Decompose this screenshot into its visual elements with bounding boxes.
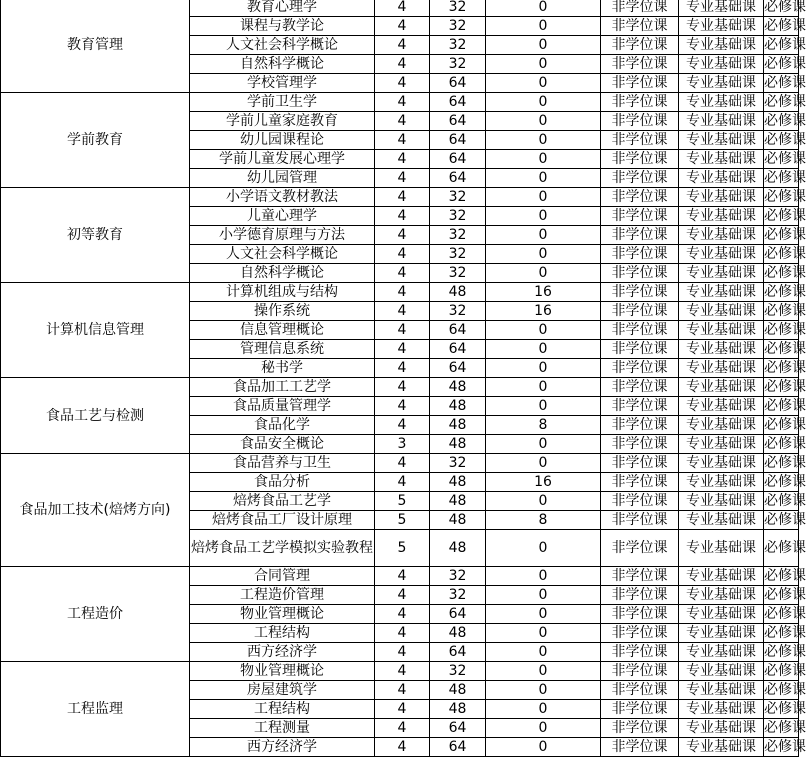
degree-type-cell: 非学位课 (601, 700, 679, 719)
hours-cell: 32 (430, 36, 486, 55)
credits-cell: 4 (375, 112, 430, 131)
hours-cell: 32 (430, 188, 486, 207)
lab-hours-cell: 0 (486, 150, 601, 169)
degree-type-cell: 非学位课 (601, 0, 679, 17)
degree-type-cell: 非学位课 (601, 454, 679, 473)
credits-cell: 4 (375, 302, 430, 321)
requirement-cell: 必修课 (764, 587, 806, 603)
degree-type-cell: 非学位课 (601, 55, 679, 74)
credits-cell: 4 (375, 605, 430, 624)
requirement-cell: 必修课 (764, 512, 806, 528)
requirement-cell: 必修课 (764, 265, 806, 281)
credits-cell: 5 (375, 511, 430, 530)
hours-cell: 64 (430, 150, 486, 169)
hours-cell: 64 (430, 321, 486, 340)
course-name-cell: 小学德育原理与方法 (190, 226, 375, 245)
requirement-cell: 必修课 (764, 113, 806, 129)
course-category-cell: 专业基础课 (679, 245, 764, 264)
lab-hours-cell: 16 (486, 302, 601, 321)
credits-cell: 4 (375, 150, 430, 169)
requirement-cell: 必修课 (764, 644, 806, 660)
lab-hours-cell: 0 (486, 719, 601, 738)
course-category-cell: 专业基础课 (679, 454, 764, 473)
hours-cell: 64 (430, 93, 486, 112)
course-name-cell: 食品质量管理学 (190, 397, 375, 416)
degree-type-cell: 非学位课 (601, 131, 679, 150)
requirement-cell: 必修课 (764, 455, 806, 471)
course-name-cell: 管理信息系统 (190, 340, 375, 359)
hours-cell: 32 (430, 0, 486, 17)
degree-type-cell: 非学位课 (601, 378, 679, 397)
course-name-cell: 焙烤食品工艺学 (190, 492, 375, 511)
requirement-cell: 必修课 (764, 284, 806, 300)
degree-type-cell: 非学位课 (601, 112, 679, 131)
requirement-cell: 必修课 (764, 568, 806, 584)
course-category-cell: 专业基础课 (679, 624, 764, 643)
degree-type-cell: 非学位课 (601, 150, 679, 169)
major-cell: 食品工艺与检测 (1, 378, 190, 454)
course-category-cell: 专业基础课 (679, 511, 764, 530)
lab-hours-cell: 16 (486, 473, 601, 492)
degree-type-cell: 非学位课 (601, 605, 679, 624)
course-name-cell: 西方经济学 (190, 643, 375, 662)
hours-cell: 32 (430, 226, 486, 245)
course-name-cell: 操作系统 (190, 302, 375, 321)
credits-cell: 4 (375, 662, 430, 681)
hours-cell: 32 (430, 567, 486, 586)
requirement-cell: 必修课 (764, 436, 806, 452)
lab-hours-cell: 0 (486, 207, 601, 226)
requirement-cell: 必修课 (764, 303, 806, 319)
course-name-cell: 人文社会科学概论 (190, 245, 375, 264)
requirement-cell: 必修课 (764, 493, 806, 509)
course-category-cell: 专业基础课 (679, 207, 764, 226)
course-name-cell: 小学语文教材教法 (190, 188, 375, 207)
course-category-cell: 专业基础课 (679, 435, 764, 454)
course-name-cell: 房屋建筑学 (190, 681, 375, 700)
course-category-cell: 专业基础课 (679, 340, 764, 359)
lab-hours-cell: 0 (486, 586, 601, 605)
requirement-cell: 必修课 (764, 75, 806, 91)
hours-cell: 48 (430, 511, 486, 530)
requirement-cell: 必修课 (764, 246, 806, 262)
course-table-body (1, 0, 806, 757)
course-name-cell: 幼儿园管理 (190, 169, 375, 188)
course-category-cell: 专业基础课 (679, 397, 764, 416)
degree-type-cell: 非学位课 (601, 169, 679, 188)
requirement-cell: 必修课 (764, 94, 806, 110)
hours-cell: 64 (430, 169, 486, 188)
requirement-cell: 必修课 (764, 341, 806, 357)
course-name-cell: 焙烤食品工厂设计原理 (190, 511, 375, 530)
requirement-cell: 必修课 (764, 0, 799, 17)
lab-hours-cell: 0 (486, 454, 601, 473)
credits-cell: 4 (375, 55, 430, 74)
credits-cell: 4 (375, 188, 430, 207)
lab-hours-cell: 0 (486, 169, 601, 188)
course-category-cell: 专业基础课 (679, 112, 764, 131)
table-row (1, 378, 799, 397)
table-row (1, 567, 799, 586)
course-name-cell: 学校管理学 (190, 74, 375, 93)
hours-cell: 64 (430, 340, 486, 359)
requirement-cell: 必修课 (764, 379, 806, 395)
requirement-cell: 必修课 (764, 37, 806, 53)
course-category-cell: 专业基础课 (679, 283, 764, 302)
major-cell: 食品加工技术(焙烤方向) (1, 454, 190, 567)
course-name-cell: 自然科学概论 (190, 264, 375, 283)
lab-hours-cell: 0 (486, 264, 601, 283)
course-category-cell: 专业基础课 (679, 700, 764, 719)
credits-cell: 4 (375, 586, 430, 605)
course-name-cell: 食品加工工艺学 (190, 378, 375, 397)
hours-cell: 64 (430, 719, 486, 738)
lab-hours-cell: 0 (486, 0, 601, 17)
course-category-cell: 专业基础课 (679, 321, 764, 340)
credits-cell: 4 (375, 340, 430, 359)
requirement-cell: 必修课 (764, 170, 806, 186)
course-category-cell: 专业基础课 (679, 605, 764, 624)
degree-type-cell: 非学位课 (601, 681, 679, 700)
credits-cell: 4 (375, 454, 430, 473)
credits-cell: 5 (375, 492, 430, 511)
requirement-cell: 必修课 (764, 625, 806, 641)
credits-cell: 4 (375, 264, 430, 283)
credits-cell: 4 (375, 416, 430, 435)
hours-cell: 32 (430, 662, 486, 681)
hours-cell: 48 (430, 378, 486, 397)
hours-cell: 48 (430, 624, 486, 643)
degree-type-cell: 非学位课 (601, 264, 679, 283)
course-name-cell: 工程造价管理 (190, 586, 375, 605)
degree-type-cell: 非学位课 (601, 188, 679, 207)
course-category-cell: 专业基础课 (679, 662, 764, 681)
hours-cell: 48 (430, 473, 486, 492)
lab-hours-cell: 16 (486, 283, 601, 302)
course-name-cell: 计算机组成与结构 (190, 283, 375, 302)
credits-cell: 4 (375, 17, 430, 36)
lab-hours-cell: 0 (486, 738, 601, 757)
major-cell: 工程造价 (1, 567, 190, 662)
credits-cell: 4 (375, 567, 430, 586)
credits-cell: 4 (375, 681, 430, 700)
course-category-cell: 专业基础课 (679, 226, 764, 245)
hours-cell: 48 (430, 397, 486, 416)
course-category-cell: 专业基础课 (679, 169, 764, 188)
requirement-cell: 必修课 (764, 151, 806, 167)
credits-cell: 4 (375, 624, 430, 643)
lab-hours-cell: 0 (486, 435, 601, 454)
major-cell: 教育管理 (1, 0, 190, 93)
table-row (1, 454, 799, 473)
hours-cell: 64 (430, 131, 486, 150)
course-name-cell: 工程结构 (190, 624, 375, 643)
hours-cell: 64 (430, 738, 486, 757)
course-name-cell: 食品分析 (190, 473, 375, 492)
degree-type-cell: 非学位课 (601, 719, 679, 738)
credits-cell: 4 (375, 738, 430, 757)
hours-cell: 32 (430, 454, 486, 473)
hours-cell: 64 (430, 112, 486, 131)
requirement-cell: 必修课 (764, 474, 806, 490)
requirement-cell: 必修课 (764, 208, 806, 224)
major-cell: 学前教育 (1, 93, 190, 188)
lab-hours-cell: 0 (486, 530, 601, 567)
table-row (1, 283, 799, 302)
requirement-cell: 必修课 (764, 322, 806, 338)
lab-hours-cell: 0 (486, 74, 601, 93)
lab-hours-cell: 0 (486, 378, 601, 397)
course-name-cell: 工程结构 (190, 700, 375, 719)
hours-cell: 64 (430, 74, 486, 93)
degree-type-cell: 非学位课 (601, 302, 679, 321)
requirement-cell: 必修课 (764, 530, 799, 567)
credits-cell: 4 (375, 226, 430, 245)
course-category-cell: 专业基础课 (679, 378, 764, 397)
requirement-cell: 必修课 (764, 720, 806, 736)
requirement-cell: 必修课 (764, 606, 806, 622)
requirement-cell: 必修课 (764, 227, 806, 243)
course-name-cell: 物业管理概论 (190, 605, 375, 624)
course-category-cell: 专业基础课 (679, 17, 764, 36)
degree-type-cell: 非学位课 (601, 245, 679, 264)
credits-cell: 4 (375, 700, 430, 719)
degree-type-cell: 非学位课 (601, 226, 679, 245)
degree-type-cell: 非学位课 (601, 662, 679, 681)
degree-type-cell: 非学位课 (601, 321, 679, 340)
course-name-cell: 课程与教学论 (190, 17, 375, 36)
degree-type-cell: 非学位课 (601, 435, 679, 454)
credits-cell: 3 (375, 435, 430, 454)
credits-cell: 4 (375, 719, 430, 738)
degree-type-cell: 非学位课 (601, 93, 679, 112)
lab-hours-cell: 0 (486, 245, 601, 264)
lab-hours-cell: 0 (486, 226, 601, 245)
lab-hours-cell: 0 (486, 93, 601, 112)
course-name-cell: 物业管理概论 (190, 662, 375, 681)
requirement-cell: 必修课 (764, 56, 806, 72)
degree-type-cell: 非学位课 (601, 340, 679, 359)
requirement-cell: 必修课 (764, 398, 806, 414)
table-row (1, 662, 799, 681)
lab-hours-cell: 0 (486, 624, 601, 643)
course-category-cell: 专业基础课 (679, 473, 764, 492)
degree-type-cell: 非学位课 (601, 397, 679, 416)
course-name-cell: 信息管理概论 (190, 321, 375, 340)
course-category-cell: 专业基础课 (679, 36, 764, 55)
course-name-cell: 焙烤食品工艺学模拟实验教程 (190, 530, 375, 567)
requirement-cell: 必修课 (764, 360, 806, 376)
requirement-cell: 必修课 (764, 701, 806, 717)
major-cell: 初等教育 (1, 188, 190, 283)
course-category-cell: 专业基础课 (679, 131, 764, 150)
course-name-cell: 食品营养与卫生 (190, 454, 375, 473)
course-name-cell: 秘书学 (190, 359, 375, 378)
course-category-cell: 专业基础课 (679, 681, 764, 700)
course-category-cell: 专业基础课 (679, 264, 764, 283)
credits-cell: 4 (375, 93, 430, 112)
credits-cell: 4 (375, 378, 430, 397)
credits-cell: 4 (375, 643, 430, 662)
course-name-cell: 教育心理学 (190, 0, 375, 17)
course-category-cell: 专业基础课 (679, 643, 764, 662)
credits-cell: 4 (375, 36, 430, 55)
course-category-cell: 专业基础课 (679, 0, 764, 17)
lab-hours-cell: 0 (486, 188, 601, 207)
lab-hours-cell: 0 (486, 55, 601, 74)
degree-type-cell: 非学位课 (601, 738, 679, 757)
major-cell: 计算机信息管理 (1, 283, 190, 378)
hours-cell: 32 (430, 207, 486, 226)
course-category-cell: 专业基础课 (679, 416, 764, 435)
hours-cell: 48 (430, 700, 486, 719)
lab-hours-cell: 0 (486, 36, 601, 55)
course-name-cell: 学前儿童家庭教育 (190, 112, 375, 131)
credits-cell: 5 (375, 530, 430, 567)
course-name-cell: 食品安全概论 (190, 435, 375, 454)
course-name-cell: 西方经济学 (190, 738, 375, 757)
degree-type-cell: 非学位课 (601, 17, 679, 36)
hours-cell: 32 (430, 264, 486, 283)
lab-hours-cell: 0 (486, 643, 601, 662)
hours-cell: 32 (430, 17, 486, 36)
lab-hours-cell: 0 (486, 700, 601, 719)
lab-hours-cell: 0 (486, 112, 601, 131)
table-row (1, 93, 799, 112)
lab-hours-cell: 0 (486, 359, 601, 378)
course-name-cell: 食品化学 (190, 416, 375, 435)
lab-hours-cell: 0 (486, 340, 601, 359)
hours-cell: 64 (430, 359, 486, 378)
credits-cell: 4 (375, 359, 430, 378)
lab-hours-cell: 0 (486, 397, 601, 416)
course-category-cell: 专业基础课 (679, 188, 764, 207)
course-name-cell: 学前卫生学 (190, 93, 375, 112)
credits-cell: 4 (375, 169, 430, 188)
degree-type-cell: 非学位课 (601, 36, 679, 55)
lab-hours-cell: 8 (486, 511, 601, 530)
hours-cell: 48 (430, 283, 486, 302)
credits-cell: 4 (375, 207, 430, 226)
requirement-cell: 必修课 (764, 739, 806, 755)
lab-hours-cell: 0 (486, 131, 601, 150)
hours-cell: 32 (430, 245, 486, 264)
requirement-cell: 必修课 (764, 417, 806, 433)
course-category-cell: 专业基础课 (679, 738, 764, 757)
requirement-cell: 必修课 (764, 189, 806, 205)
degree-type-cell: 非学位课 (601, 473, 679, 492)
course-category-cell: 专业基础课 (679, 74, 764, 93)
course-name-cell: 学前儿童发展心理学 (190, 150, 375, 169)
lab-hours-cell: 0 (486, 17, 601, 36)
hours-cell: 48 (430, 530, 486, 567)
degree-type-cell: 非学位课 (601, 567, 679, 586)
course-category-cell: 专业基础课 (679, 93, 764, 112)
course-category-cell: 专业基础课 (679, 492, 764, 511)
credits-cell: 4 (375, 321, 430, 340)
course-name-cell: 儿童心理学 (190, 207, 375, 226)
degree-type-cell: 非学位课 (601, 283, 679, 302)
hours-cell: 64 (430, 605, 486, 624)
hours-cell: 48 (430, 681, 486, 700)
credits-cell: 4 (375, 397, 430, 416)
course-name-cell: 合同管理 (190, 567, 375, 586)
degree-type-cell: 非学位课 (601, 359, 679, 378)
degree-type-cell: 非学位课 (601, 74, 679, 93)
course-category-cell: 专业基础课 (679, 719, 764, 738)
requirement-cell: 必修课 (764, 663, 806, 679)
credits-cell: 4 (375, 74, 430, 93)
course-category-cell: 专业基础课 (679, 586, 764, 605)
credits-cell: 4 (375, 283, 430, 302)
degree-type-cell: 非学位课 (601, 492, 679, 511)
degree-type-cell: 非学位课 (601, 643, 679, 662)
course-category-cell: 专业基础课 (679, 55, 764, 74)
lab-hours-cell: 8 (486, 416, 601, 435)
hours-cell: 48 (430, 416, 486, 435)
hours-cell: 32 (430, 586, 486, 605)
degree-type-cell: 非学位课 (601, 511, 679, 530)
lab-hours-cell: 0 (486, 492, 601, 511)
degree-type-cell: 非学位课 (601, 416, 679, 435)
hours-cell: 48 (430, 435, 486, 454)
hours-cell: 64 (430, 643, 486, 662)
degree-type-cell: 非学位课 (601, 207, 679, 226)
hours-cell: 32 (430, 302, 486, 321)
major-cell: 工程监理 (1, 662, 190, 757)
table-row (1, 188, 799, 207)
hours-cell: 48 (430, 492, 486, 511)
credits-cell: 4 (375, 473, 430, 492)
lab-hours-cell: 0 (486, 567, 601, 586)
course-category-cell: 专业基础课 (679, 302, 764, 321)
course-category-cell: 专业基础课 (679, 150, 764, 169)
lab-hours-cell: 0 (486, 681, 601, 700)
lab-hours-cell: 0 (486, 321, 601, 340)
course-category-cell: 专业基础课 (679, 530, 764, 567)
degree-type-cell: 非学位课 (601, 530, 679, 567)
course-name-cell: 人文社会科学概论 (190, 36, 375, 55)
requirement-cell: 必修课 (764, 18, 806, 34)
lab-hours-cell: 0 (486, 662, 601, 681)
course-name-cell: 幼儿园课程论 (190, 131, 375, 150)
course-name-cell: 工程测量 (190, 719, 375, 738)
credits-cell: 4 (375, 245, 430, 264)
credits-cell: 4 (375, 0, 430, 17)
course-category-cell: 专业基础课 (679, 359, 764, 378)
course-name-cell: 自然科学概论 (190, 55, 375, 74)
requirement-cell: 必修课 (764, 132, 806, 148)
degree-type-cell: 非学位课 (601, 624, 679, 643)
lab-hours-cell: 0 (486, 605, 601, 624)
hours-cell: 32 (430, 55, 486, 74)
table-row (1, 0, 799, 17)
course-category-cell: 专业基础课 (679, 567, 764, 586)
credits-cell: 4 (375, 131, 430, 150)
degree-type-cell: 非学位课 (601, 586, 679, 605)
requirement-cell: 必修课 (764, 682, 806, 698)
